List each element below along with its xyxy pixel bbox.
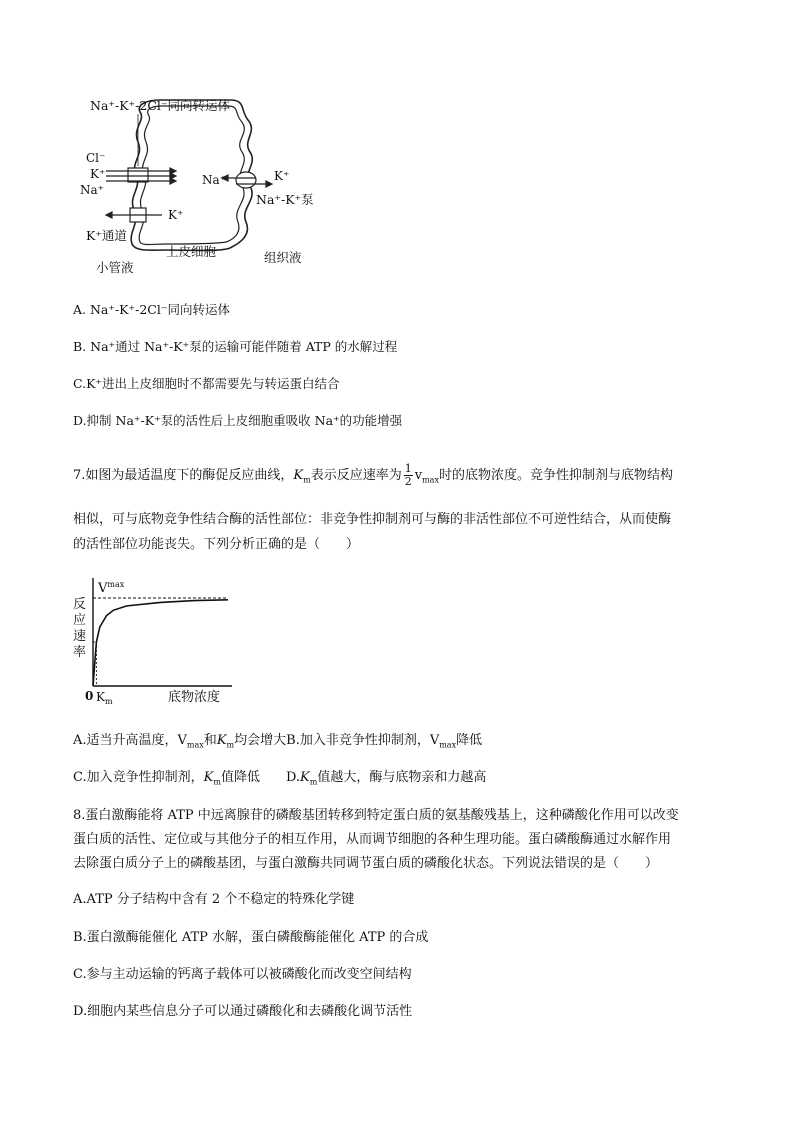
q7-stem-line3: 的活性部位功能丧失。下列分析正确的是（ ） [73,537,360,552]
q6-option-c: C.K⁺进出上皮细胞时不都需要先与转运蛋白结合 [73,376,340,391]
q7-options-row1 [73,733,482,749]
k-out-label: K⁺ [168,208,184,222]
q8-stem-line1: 8.蛋白激酶能将 ATP 中远离腺苷的磷酸基团转移到特定蛋白质的氨基酸残基上，这种磷酸化作用可以改变 [73,808,679,823]
q7-option-b: B.加入非竞争性抑制剂，$V_{max}$降低 [286,733,483,750]
x-axis-label: 底物浓度 [168,690,221,705]
q7-frac-den: 2 [404,475,412,488]
q7-stem-b: 表示反应速率为 [310,468,402,483]
q6-option-a: A. Na⁺-K⁺-2Cl⁻同向转运体 [73,302,230,317]
cotransporter-label: Na⁺-K⁺-2Cl⁻同向转运体 [90,98,230,113]
q7-option-c: C.加入竞争性抑制剂，$K_m$值降低 [73,770,260,787]
enzyme-kinetics-chart [70,574,240,712]
tissue-label: 组织液 [264,250,302,265]
q7-km-symbol: K [293,468,304,483]
q8-stem-line2: 蛋白质的活性、定位或与其他分子的相互作用，从而调节细胞的各种生理功能。蛋白磷酸酶通过水解作用 [73,832,672,847]
q7-stem-line2: 相似，可与底物竞争性结合酶的活性部位：非竞争性抑制剂可与酶的非活性部位不可逆性结合，从而使酶 [73,512,672,527]
q8-option-b: B.蛋白激酶能催化 ATP 水解，蛋白磷酸酶能催化 ATP 的合成 [73,930,429,945]
epithelial-cell-membrane [131,100,252,251]
pump-label: Na⁺-K⁺泵 [256,192,314,207]
q7-option-a: A.适当升高温度，$V_{max}$和$K_m$均会增大 [73,733,287,750]
q7-options-row2 [73,770,486,786]
q7-km-sub: m [303,475,311,485]
cotransporter-protein [128,168,148,182]
vmax-label: $V^{max}$ [98,580,125,596]
q8-option-d: D.细胞内某些信息分子可以通过磷酸化和去磷酸化调节活性 [73,1004,413,1019]
q7-stem-line1 [73,462,673,490]
cl-ion-label: Cl⁻ [86,151,106,165]
y-axis-label-3: 速 [73,629,87,644]
q8-option-c: C.参与主动运输的钙离子载体可以被磷酸化而改变空间结构 [73,967,412,982]
q7-stem-c: 时的底物浓度。竞争性抑制剂与底物结构 [438,468,673,483]
tubule-label: 小管液 [96,260,134,275]
k-ion-label: K⁺ [90,167,106,181]
q7-option-d: $D.K_m$值越大，酶与底物亲和力越高 [285,770,487,787]
q7-fraction [404,463,413,488]
na-left-label: Na⁺ [202,173,226,187]
y-axis-label-4: 率 [73,645,87,660]
q6-option-b: B. Na⁺通过 Na⁺-K⁺泵的运输可能伴随着 ATP 的水解过程 [73,339,398,354]
k-channel-label: K⁺通道 [86,228,127,243]
q7-stem-a: 7.如图为最适温度下的酶促反应曲线， [73,468,294,483]
reaction-rate-curve [93,600,228,686]
q8-option-a: A.ATP 分子结构中含有 2 个不稳定的特殊化学键 [73,892,355,907]
q7-v-sub: max [422,475,439,485]
k-right-label: K⁺ [274,169,290,183]
na-ion-label: Na⁺ [80,183,104,197]
km-axis-sub: m [104,697,113,706]
y-axis-label-1: 反 [73,597,87,612]
cell-label: 上皮细胞 [166,244,217,259]
vmax-sub: max [107,580,125,589]
q7-v-symbol: v [414,468,423,483]
q8-stem-line3: 去除蛋白质分子上的磷酸基团，与蛋白激酶共同调节蛋白质的磷酸化状态。下列说法错误的是（ ） [73,856,659,871]
na-k-pump-protein [236,172,256,188]
q6-option-d: D.抑制 Na⁺-K⁺泵的活性后上皮细胞重吸收 Na⁺的功能增强 [73,413,403,428]
q7-frac-num: 1 [404,462,412,475]
km-axis-label: $K_m$ [96,690,113,706]
origin-label: 0 [85,689,94,703]
y-axis-label-2: 应 [73,613,87,628]
transport-diagram [70,92,330,282]
